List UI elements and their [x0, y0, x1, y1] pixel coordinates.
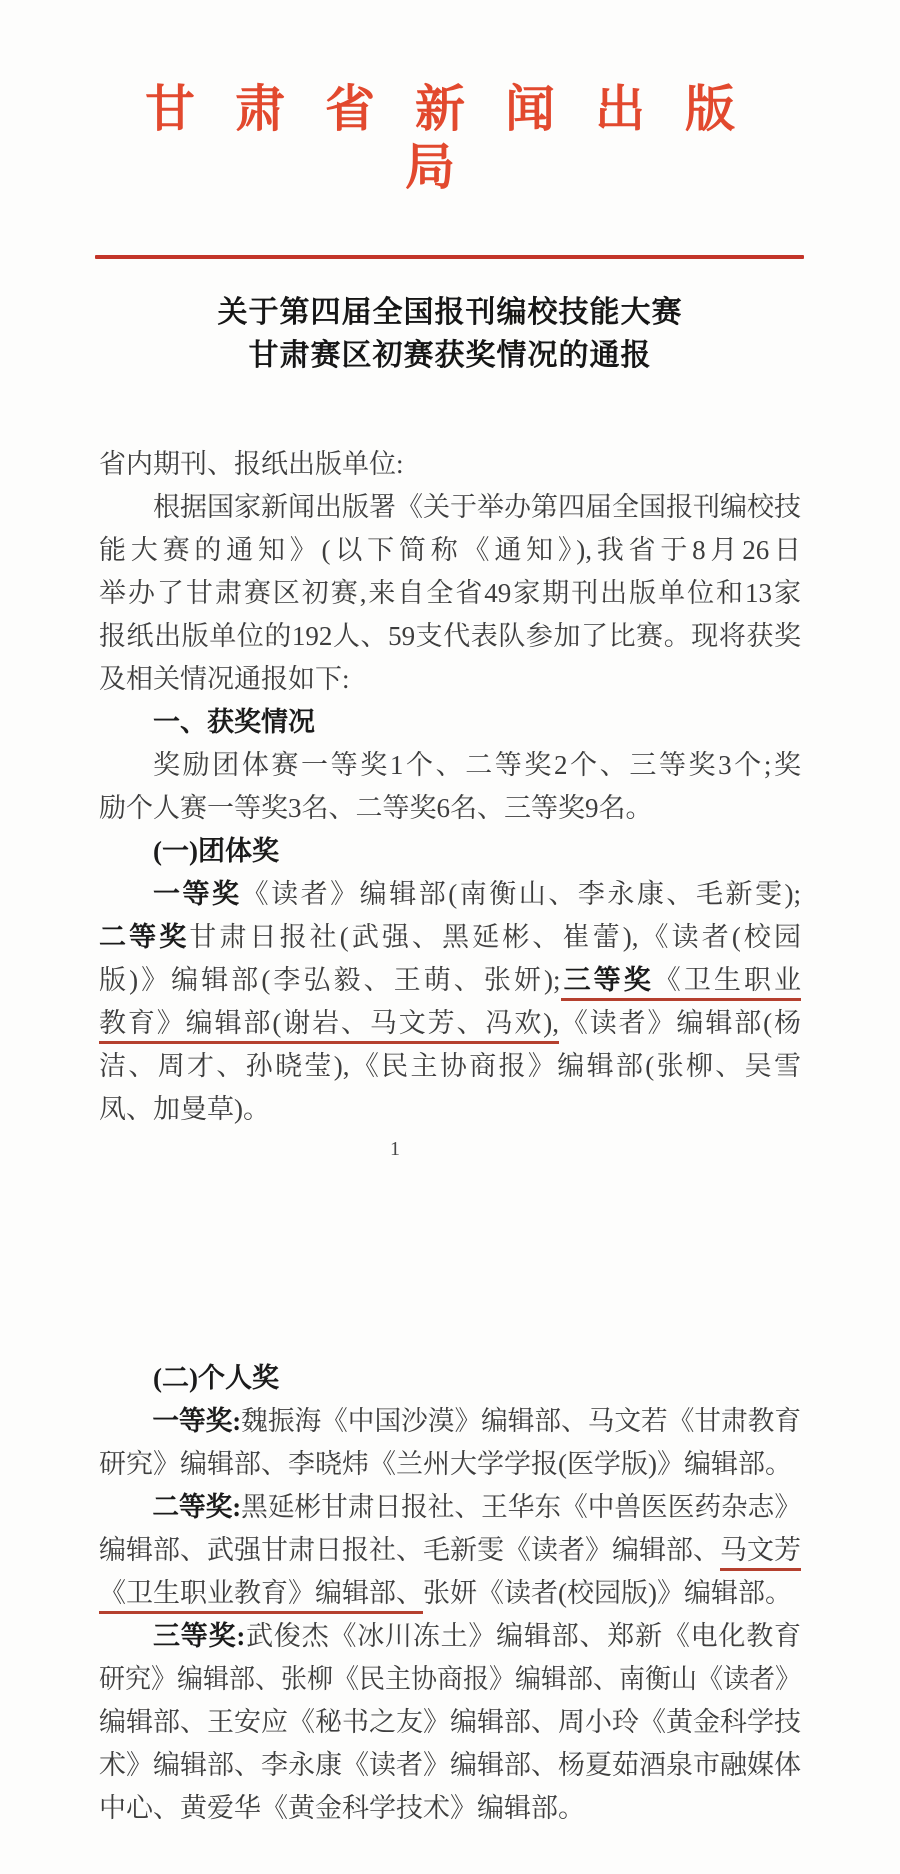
doc-text-segment: 励个人赛一等奖3名、二等奖6名、三等奖9名。: [99, 793, 653, 823]
doc-line: [99, 1701, 801, 1744]
doc-text-segment: 研究》编辑部、张柳《民主协商报》编辑部、南衡山《读者》: [99, 1664, 801, 1694]
red-underlined-text: 《卫生职业教育》编辑部、: [99, 1578, 423, 1614]
individual-third-prize-paragraph: [99, 1615, 801, 1830]
red-underlined-text: 《卫生职业: [654, 965, 801, 1001]
doc-text-segment: 黑延彬甘肃日报社、王华东《中兽医医药杂志》: [241, 1492, 801, 1522]
doc-line: [99, 830, 801, 873]
doc-line: [99, 701, 801, 744]
doc-text-segment: 二等奖:: [152, 1492, 242, 1522]
red-underlined-text: 三等奖: [561, 965, 654, 1001]
individual-second-prize-paragraph: [99, 1486, 801, 1615]
doc-text-segment: 魏振海《中国沙漠》编辑部、马文若《甘肃教育: [241, 1406, 801, 1436]
doc-line: [99, 1486, 801, 1529]
doc-text-segment: 术》编辑部、李永康《读者》编辑部、杨夏茹酒泉市融媒体: [99, 1750, 801, 1780]
team-award-heading: [99, 830, 801, 873]
doc-text-segment: 中心、黄爱华《黄金科学技术》编辑部。: [99, 1793, 585, 1823]
doc-line: [99, 1443, 801, 1486]
doc-line: [99, 1357, 801, 1400]
doc-line: [99, 1615, 801, 1658]
doc-line: [99, 443, 801, 486]
awards-summary-paragraph: [99, 744, 801, 830]
doc-text-segment: 武俊杰《冰川冻土》编辑部、郑新《电化教育: [245, 1621, 801, 1651]
doc-text-segment: (二)个人奖: [153, 1363, 279, 1393]
doc-line: [99, 1572, 801, 1615]
salutation: [99, 443, 801, 486]
doc-line: [99, 787, 801, 830]
doc-line: [99, 615, 801, 658]
doc-line: [99, 1787, 801, 1830]
doc-text-segment: 凤、加曼草)。: [99, 1094, 270, 1124]
individual-first-prize-paragraph: [99, 1400, 801, 1486]
doc-line: [99, 1088, 801, 1131]
letterhead-agency-name: 甘肃省新闻出版局: [145, 81, 775, 195]
doc-text-segment: 三等奖:: [153, 1621, 246, 1651]
doc-line: [99, 1045, 801, 1088]
doc-text-segment: 能大赛的通知》(以下简称《通知》),我省于8月26日: [99, 535, 801, 565]
doc-text-segment: 研究》编辑部、李晓炜《兰州大学学报(医学版)》编辑部。: [99, 1449, 792, 1479]
doc-text-segment: 一、获奖情况: [153, 707, 315, 737]
document-title-line-1: 关于第四届全国报刊编校技能大赛: [217, 296, 683, 329]
doc-text-segment: 一等奖:: [152, 1406, 242, 1436]
individual-award-heading: [99, 1357, 801, 1400]
doc-text-segment: (一)团体奖: [153, 836, 279, 866]
doc-text-segment: 《读者》编辑部(杨: [558, 1008, 801, 1038]
doc-text-segment: 张妍《读者(校园版)》编辑部。: [423, 1578, 792, 1608]
doc-line: [99, 658, 801, 701]
doc-text-segment: 版)》编辑部(李弘毅、王萌、张妍);: [99, 965, 561, 995]
letterhead-divider-rule: [95, 255, 804, 259]
doc-line: [99, 572, 801, 615]
doc-line: [99, 1658, 801, 1701]
doc-line: [99, 744, 801, 787]
page-1-body: [99, 443, 801, 1131]
document-title-line-2: 甘肃赛区初赛获奖情况的通报: [248, 339, 652, 372]
page-number: 1: [390, 1138, 400, 1160]
section-heading-awards: [99, 701, 801, 744]
red-underlined-text: 教育》编辑部(谢岩、马文芳、冯欢),: [99, 1008, 559, 1044]
doc-line: [99, 873, 801, 916]
page-2-body: [99, 1357, 801, 1830]
document-title: [99, 291, 801, 377]
doc-line: [99, 1744, 801, 1787]
doc-line: [99, 916, 801, 959]
scanned-document-page: [0, 80, 900, 1830]
doc-text-segment: 及相关情况通报如下:: [99, 664, 350, 694]
doc-line: [99, 1400, 801, 1443]
doc-line: [99, 486, 801, 529]
team-award-paragraph: [99, 873, 801, 1131]
doc-text-segment: 洁、周才、孙晓莹),《民主协商报》编辑部(张柳、吴雪: [99, 1051, 801, 1081]
doc-text-segment: 省内期刊、报纸出版单位:: [99, 449, 404, 479]
doc-text-segment: 奖励团体赛一等奖1个、二等奖2个、三等奖3个;奖: [153, 750, 801, 780]
doc-line: [99, 1529, 801, 1572]
red-underlined-text: 马文芳: [720, 1535, 801, 1571]
doc-text-segment: 举办了甘肃赛区初赛,来自全省49家期刊出版单位和13家: [99, 578, 801, 608]
doc-text-segment: 甘肃日报社(武强、黑延彬、崔蕾),《读者(校园: [189, 922, 802, 952]
doc-line: [99, 1002, 801, 1045]
doc-text-segment: 二等奖: [99, 922, 190, 952]
doc-text-segment: 报纸出版单位的192人、59支代表队参加了比赛。现将获奖: [99, 621, 801, 651]
doc-text-segment: 一等奖: [153, 879, 242, 909]
doc-text-segment: 编辑部、武强甘肃日报社、毛新雯《读者》编辑部、: [99, 1535, 720, 1565]
doc-text-segment: 编辑部、王安应《秘书之友》编辑部、周小玲《黄金科学技: [99, 1707, 801, 1737]
doc-text-segment: 《读者》编辑部(南衡山、李永康、毛新雯);: [241, 879, 802, 909]
intro-paragraph: [99, 486, 801, 701]
doc-line: [99, 529, 801, 572]
doc-text-segment: 根据国家新闻出版署《关于举办第四届全国报刊编校技: [153, 492, 801, 522]
doc-line: [99, 959, 801, 1002]
